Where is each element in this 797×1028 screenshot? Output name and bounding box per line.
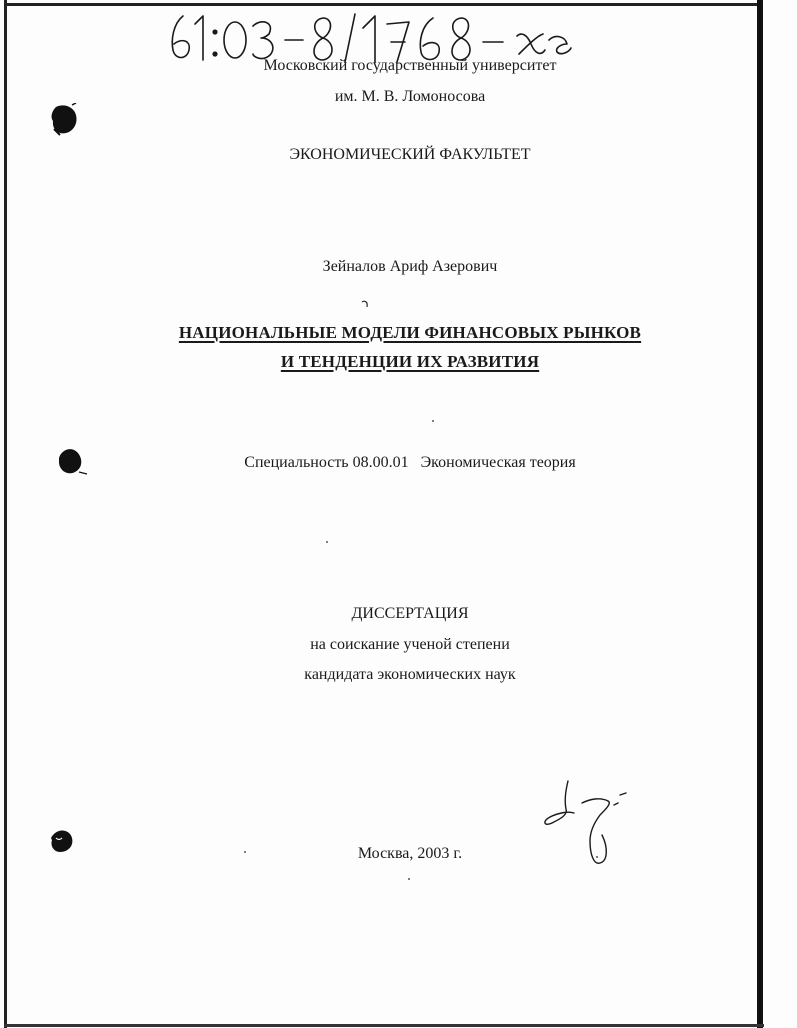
scan-speck — [596, 856, 598, 858]
author-name: Зейналов Ариф Азерович — [322, 258, 498, 275]
scan-speck — [432, 420, 434, 422]
scan-border-bottom — [4, 1024, 764, 1027]
scan-speck — [326, 541, 328, 543]
thesis-title-line-1: НАЦИОНАЛЬНЫЕ МОДЕЛИ ФИНАНСОВЫХ РЫНКОВ — [178, 323, 642, 342]
scan-border-top — [4, 3, 759, 6]
signature-icon — [538, 775, 638, 870]
dissertation-heading: ДИССЕРТАЦИЯ — [351, 605, 469, 622]
degree-line-2: кандидата экономических наук — [304, 666, 516, 683]
scan-speck — [244, 851, 246, 853]
university-honorific: им. М. В. Ломоносова — [334, 88, 486, 105]
university-name: Московский государственный университет — [263, 57, 557, 74]
place-and-year: Москва, 2003 г. — [357, 845, 463, 862]
punch-hole-mark-icon — [55, 444, 91, 480]
punch-hole-mark-icon — [50, 103, 80, 137]
scan-speck — [408, 878, 410, 880]
thesis-title-line-2: И ТЕНДЕНЦИИ ИХ РАЗВИТИЯ — [280, 352, 540, 371]
degree-line-1: на соискание ученой степени — [310, 636, 510, 653]
faculty-name: ЭКОНОМИЧЕСКИЙ ФАКУЛЬТЕТ — [289, 146, 531, 163]
specialty-line: Специальность 08.00.01 Экономическая теория — [244, 454, 576, 471]
punch-hole-mark-icon — [48, 826, 78, 856]
ink-mark-icon — [360, 299, 370, 309]
